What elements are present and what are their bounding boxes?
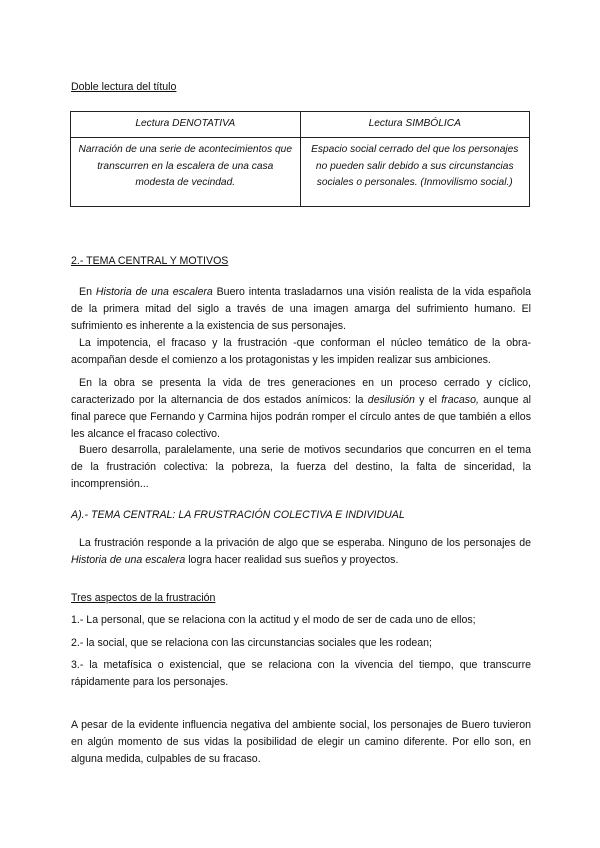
section-2-paragraph-1: En Historia de una escalera Buero intenta trasladarnos una visión realista de la vida española de la primera mitad del siglo a través de una imagen amarga del sufrimiento humano. El sufrimiento es inherente a la existencia de sus personajes.	[71, 286, 531, 332]
aspect-item-2: 2.- la social, que se relaciona con las circunstancias sociales que les rodean;	[71, 637, 432, 649]
title-reading-heading: Doble lectura del título	[71, 81, 177, 93]
section-2-paragraph-4: Buero desarrolla, paralelamente, una serie de motivos secundarios que concurren en el tema de la frustración colectiva: la pobreza, la fuerza del destino, la falta de sinceridad, la incomprensión...	[71, 444, 531, 490]
symbolic-cell: Espacio social cerrado del que los personajes no pueden salir debido a sus circunstancias sociales o personales. (Inmovilismo social.)	[300, 138, 530, 207]
symbolic-header: Lectura SIMBÓLICA	[300, 112, 530, 138]
denotative-cell: Narración de una serie de acontecimientos que transcurren en la escalera de una casa modesta de vecindad.	[71, 138, 301, 207]
aspect-item-3: 3.- la metafísica o existencial, que se relaciona con la vivencia del tiempo, que transcurre rápidamente para los personajes.	[71, 659, 531, 688]
aspects-heading: Tres aspectos de la frustración	[71, 592, 216, 604]
work-title: Historia de una escalera	[71, 554, 186, 566]
section-2-paragraph-2: La impotencia, el fracaso y la frustración -que conforman el núcleo temático de la obra- acompañan desde el comienzo a los protagonistas y les impiden realizar sus ambiciones.	[71, 337, 531, 366]
reading-table	[70, 111, 530, 207]
section-a-heading: A).- TEMA CENTRAL: LA FRUSTRACIÓN COLECTIVA E INDIVIDUAL	[71, 509, 405, 521]
aspect-item-1: 1.- La personal, que se relaciona con la actitud y el modo de ser de cada uno de ellos;	[71, 614, 476, 626]
closing-paragraph: A pesar de la evidente influencia negativa del ambiente social, los personajes de Buero tuvieron en algún momento de sus vidas la posibilidad de elegir un camino diferente. Por ello son, en alguna medida, culpables de su fracaso.	[71, 719, 531, 765]
denotative-header: Lectura DENOTATIVA	[71, 112, 301, 138]
section-a-paragraph: La frustración responde a la privación de algo que se esperaba. Ninguno de los personajes de Historia de una escalera logra hacer realidad sus sueños y proyectos.	[71, 537, 531, 566]
work-title: Historia de una escalera	[95, 286, 213, 298]
section-2-paragraph-3: En la obra se presenta la vida de tres generaciones en un proceso cerrado y cíclico, caracterizado por la alternancia de dos estados anímicos: la desilusión y el fracaso, aunque al final parece que Fernando y Carmina hijos podrán romper el círculo antes de que también a ellos les alcance el fracaso colectivo.	[71, 377, 532, 440]
section-2-heading: 2.- TEMA CENTRAL Y MOTIVOS	[71, 255, 229, 267]
